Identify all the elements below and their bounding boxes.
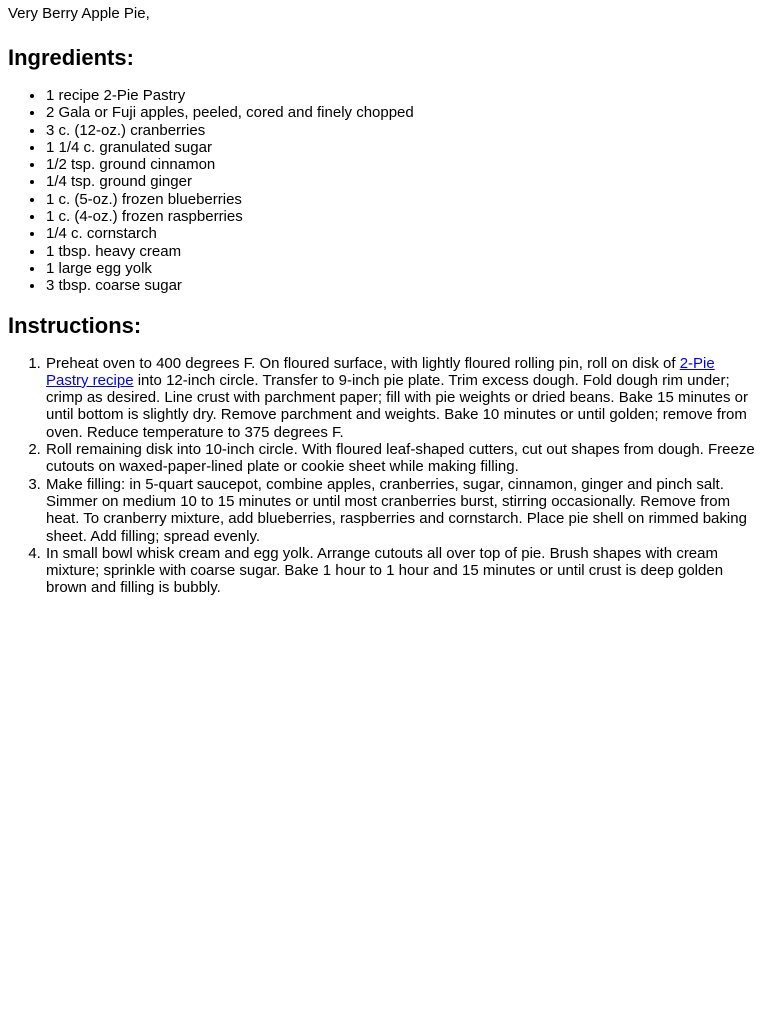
pastry-recipe-link[interactable]: 2-Pie Pastry recipe: [46, 354, 715, 389]
ingredient-list: [8, 87, 760, 295]
ingredient-item: • 1/2 tsp. ground cinnamon: [45, 156, 760, 173]
step-1-text-after: into 12-inch circle. Transfer to 9-inch pie plate. Trim excess dough. Fold dough rim under; crimp as desired. Line crust with parchment paper; fill with pie weights or dried beans. Bake 15 minutes or until bottom is slightly dry. Remove parchment and weights. Bake 10 minutes or until golden; remove from oven. Reduce temperature to 375 degrees F.: [46, 371, 749, 441]
ingredient-item: • 1 tbsp. heavy cream: [45, 243, 760, 260]
instruction-step-4: 4. In small bowl whisk cream and egg yolk. Arrange cutouts all over top of pie. Brush shapes with cream mixture; sprinkle with coarse sugar. Bake 1 hour to 1 hour and 15 minutes or until crust is deep golden brown and filling is bubbly.: [45, 545, 760, 597]
ingredients-heading: Ingredients:: [8, 45, 134, 70]
ingredient-item: • 1 c. (4-oz.) frozen raspberries: [45, 208, 760, 225]
ingredient-item: • 2 Gala or Fuji apples, peeled, cored and finely chopped: [45, 104, 760, 121]
ingredient-item: • 1 recipe 2-Pie Pastry: [45, 87, 760, 104]
step-1-text-before: Preheat oven to 400 degrees F. On floured surface, with lightly floured rolling pin, roll on disk of: [46, 354, 680, 372]
instruction-step-1: [45, 355, 760, 441]
ingredient-item: • 1/4 tsp. ground ginger: [45, 173, 760, 190]
ingredient-item: • 1 1/4 c. granulated sugar: [45, 139, 760, 156]
ingredient-item: • 1 c. (5-oz.) frozen blueberries: [45, 191, 760, 208]
instruction-step-3: 3. Make filling: in 5-quart saucepot, combine apples, cranberries, sugar, cinnamon, ginger and pinch salt. Simmer on medium 10 to 15 minutes or until most cranberries burst, stirring occasionally. Remove from heat. To cranberry mixture, add blueberries, raspberries and cornstarch. Place pie shell on rimmed baking sheet. Add filling; spread evenly.: [45, 476, 760, 545]
recipe-title: Very Berry Apple Pie,: [8, 5, 150, 22]
instruction-list: [8, 355, 760, 597]
ingredient-item: • 1 large egg yolk: [45, 260, 760, 277]
ingredient-item: • 3 tbsp. coarse sugar: [45, 277, 760, 294]
instructions-heading: Instructions:: [8, 312, 142, 338]
ingredient-item: • 3 c. (12-oz.) cranberries: [45, 122, 760, 139]
ingredient-item: • 1/4 c. cornstarch: [45, 225, 760, 242]
instruction-step-2: 2. Roll remaining disk into 10-inch circle. With floured leaf-shaped cutters, cut out shapes from dough. Freeze cutouts on waxed-paper-lined plate or cookie sheet while making filling.: [45, 441, 760, 476]
